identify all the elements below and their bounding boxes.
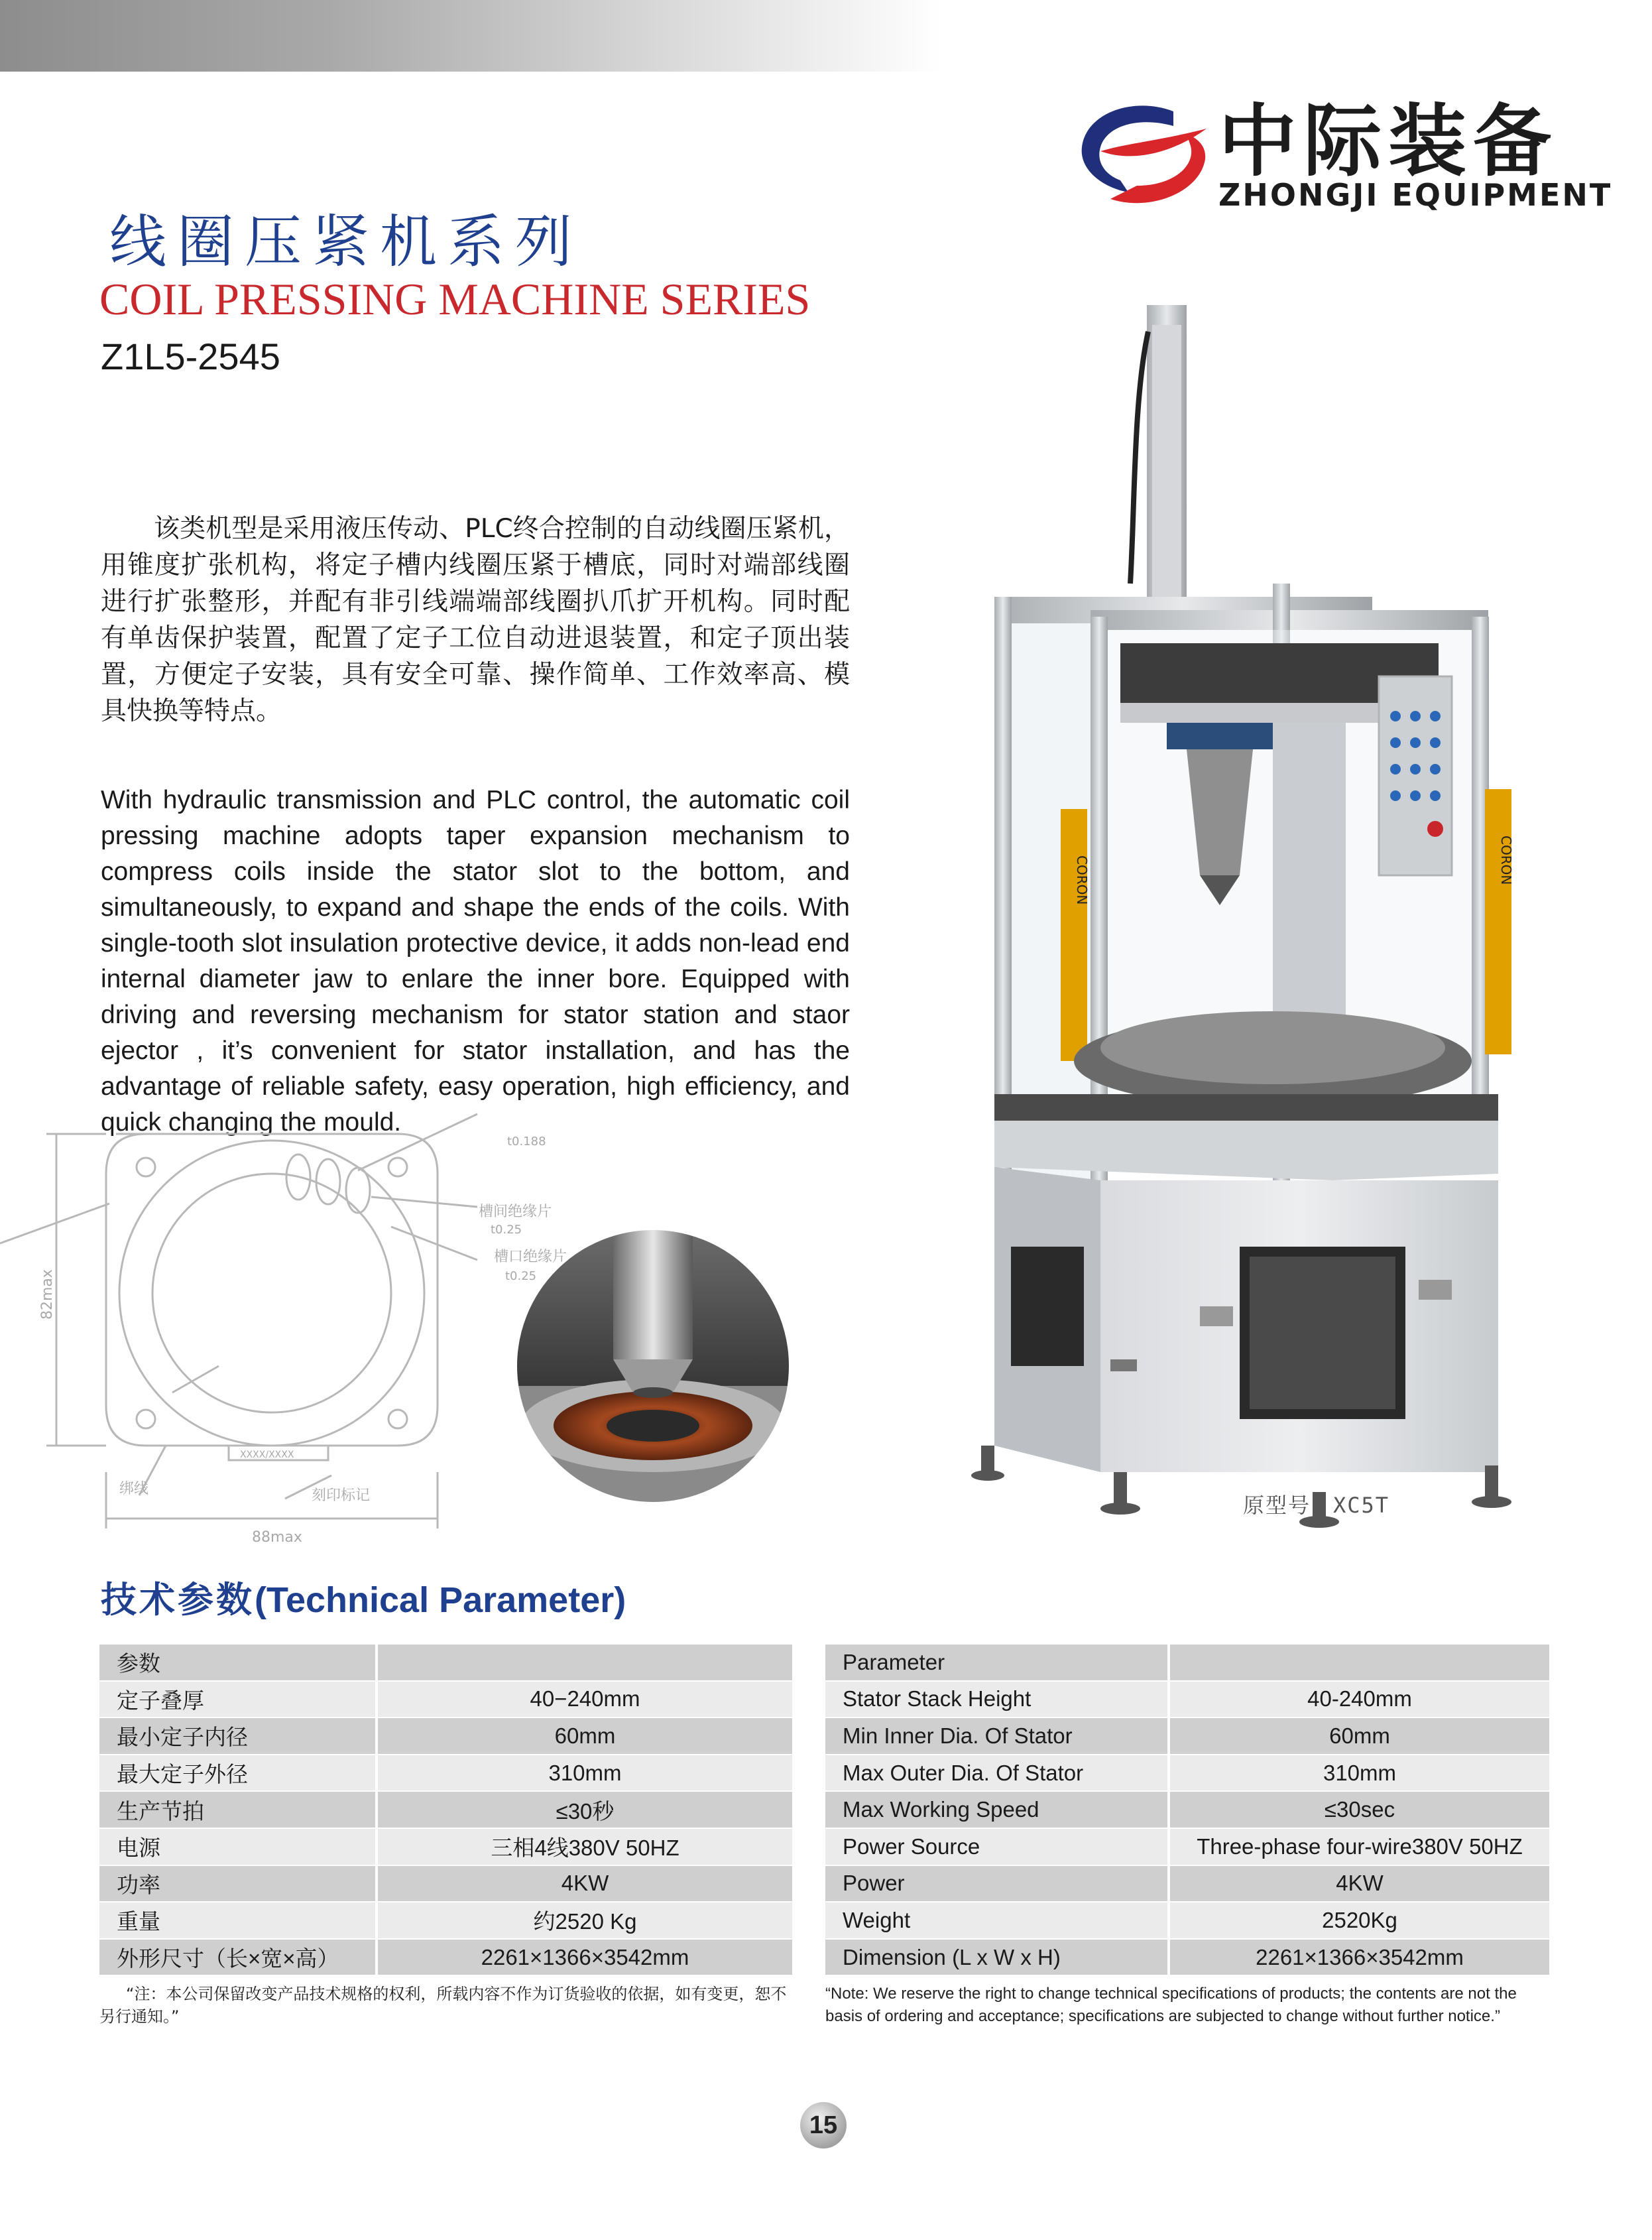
table-cell: 310mm: [1169, 1755, 1549, 1792]
table-cell: [377, 1645, 792, 1681]
table-row: [99, 1755, 792, 1792]
closeup-photo: [514, 1227, 792, 1505]
top-gradient-bar: [0, 0, 941, 72]
table-row: [99, 1791, 792, 1828]
table-row: [825, 1755, 1549, 1792]
table-cell: 最小定子内径: [99, 1717, 377, 1755]
table-row: [99, 1717, 792, 1755]
table-cell: Weight: [825, 1902, 1169, 1939]
drawing-label-slot-wedge: 槽口绝缘片: [494, 1249, 567, 1265]
title-en: COIL PRESSING MACHINE SERIES: [99, 274, 811, 324]
table-row: [99, 1681, 792, 1718]
spec-table-en: [825, 1645, 1549, 1976]
drawing-label-lacing: 绑线: [119, 1481, 149, 1497]
table-cell: Stator Stack Height: [825, 1681, 1169, 1718]
table-header-row: [99, 1645, 792, 1681]
table-row: [99, 1865, 792, 1902]
drawing-label-t0188: t0.188: [507, 1135, 546, 1149]
drawing-label-t025a: t0.25: [491, 1223, 522, 1237]
table-cell: ≤30秒: [377, 1791, 792, 1828]
prototype-label: 原型号：XC5T: [1243, 1493, 1390, 1518]
table-cell: 2261×1366×3542mm: [1169, 1939, 1549, 1976]
table-cell: 40−240mm: [377, 1681, 792, 1718]
table-row: [825, 1681, 1549, 1718]
table-cell: Max Working Speed: [825, 1791, 1169, 1828]
sensor-brand-left: CORON: [1074, 855, 1090, 905]
drawing-label-serial: XXXX/XXXX: [240, 1450, 294, 1460]
table-row: [825, 1902, 1549, 1939]
table-cell: 40-240mm: [1169, 1681, 1549, 1718]
table-row: [99, 1828, 792, 1865]
table-cell: [1169, 1645, 1549, 1681]
table-cell: ≤30sec: [1169, 1791, 1549, 1828]
logo-name-en: ZHONGJI EQUIPMENT: [1218, 177, 1613, 213]
description-en: With hydraulic transmission and PLC control, the automatic coil pressing machine adopts taper expansion mechanism to compress coils inside the stator slot to the bottom, and simultaneously, to expand and shape the ends of the coils. With single-tooth slot insulation protective device, it adds non-lead end internal diameter jaw to enlare the inner bore. Equipped with driving and reversing mechanism for stator station and staor ejector , it’s convenient for stator installation, and has the advantage of reliable safety, easy operation, high efficiency, and quick changing the mould.: [101, 786, 850, 1137]
drawing-label-marking: 刻印标记: [312, 1487, 371, 1504]
table-cell: Three-phase four-wire380V 50HZ: [1169, 1828, 1549, 1865]
logo-name-cn: 中际装备: [1218, 95, 1559, 187]
table-cell: Parameter: [825, 1645, 1169, 1681]
table-cell: 4KW: [1169, 1865, 1549, 1902]
table-row: [825, 1791, 1549, 1828]
company-logo-icon: [1074, 99, 1210, 206]
table-row: [825, 1939, 1549, 1976]
table-cell: 最大定子外径: [99, 1755, 377, 1792]
table-cell: Power Source: [825, 1828, 1169, 1865]
table-cell: Min Inner Dia. Of Stator: [825, 1717, 1169, 1755]
machine-photo: [902, 305, 1564, 1538]
table-row: [99, 1902, 792, 1939]
spec-table-cn: [99, 1645, 792, 1976]
drawing-width-dim: 88max: [252, 1529, 302, 1546]
drawing-label-slot-liner: 槽间绝缘片: [479, 1204, 552, 1220]
table-cell: 三相4线380V 50HZ: [377, 1828, 792, 1865]
table-cell: 60mm: [377, 1717, 792, 1755]
drawing-label-t025b: t0.25: [505, 1269, 537, 1283]
table-cell: Dimension (L x W x H): [825, 1939, 1169, 1976]
note-cn: “注：本公司保留改变产品技术规格的权利，所载内容不作为订货验收的依据，如有变更，恕不另行通知。”: [99, 1985, 787, 2026]
table-cell: 生产节拍: [99, 1791, 377, 1828]
table-row: [825, 1717, 1549, 1755]
table-cell: 重量: [99, 1902, 377, 1939]
table-cell: 60mm: [1169, 1717, 1549, 1755]
table-cell: 定子叠厚: [99, 1681, 377, 1718]
table-cell: 4KW: [377, 1865, 792, 1902]
table-cell: 电源: [99, 1828, 377, 1865]
table-cell: 外形尺寸（长×宽×高）: [99, 1939, 377, 1976]
note-en: “Note: We reserve the right to change technical specifications of products; the contents are not the basis of ordering and acceptance; specifications are subjected to change without further notice.”: [825, 1985, 1517, 2025]
title-cn: 线圈压紧机系列: [109, 209, 583, 275]
table-row: [825, 1865, 1549, 1902]
table-cell: 参数: [99, 1645, 377, 1681]
table-cell: 2261×1366×3542mm: [377, 1939, 792, 1976]
table-cell: Max Outer Dia. Of Stator: [825, 1755, 1169, 1792]
tech-heading: [101, 1578, 626, 1622]
table-cell: 约2520 Kg: [377, 1902, 792, 1939]
drawing-height-dim: 82max: [39, 1269, 56, 1320]
table-header-row: [825, 1645, 1549, 1681]
page-number: 15: [809, 2111, 838, 2139]
model-number: Z1L5-2545: [101, 336, 280, 377]
table-row: [99, 1939, 792, 1976]
tech-heading-cn: 技术参数: [101, 1579, 255, 1621]
table-row: [825, 1828, 1549, 1865]
table-cell: 310mm: [377, 1755, 792, 1792]
tech-heading-en: (Technical Parameter): [255, 1580, 626, 1620]
table-cell: 2520Kg: [1169, 1902, 1549, 1939]
sensor-brand-right: CORON: [1498, 836, 1514, 885]
stator-drawing: [0, 1008, 583, 1552]
description-cn: 该类机型是采用液压传动、PLC终合控制的自动线圈压紧机，用锥度扩张机构，将定子槽内线圈压紧于槽底，同时对端部线圈进行扩张整形，并配有非引线端端部线圈扒爪扩开机构。同时配有单齿保护装置，配置了定子工位自动进退装置，和定子顶出装置，方便定子安装，具有安全可靠、操作简单、工作效率高、模具快换等特点。: [101, 514, 850, 726]
table-cell: Power: [825, 1865, 1169, 1902]
table-cell: 功率: [99, 1865, 377, 1902]
